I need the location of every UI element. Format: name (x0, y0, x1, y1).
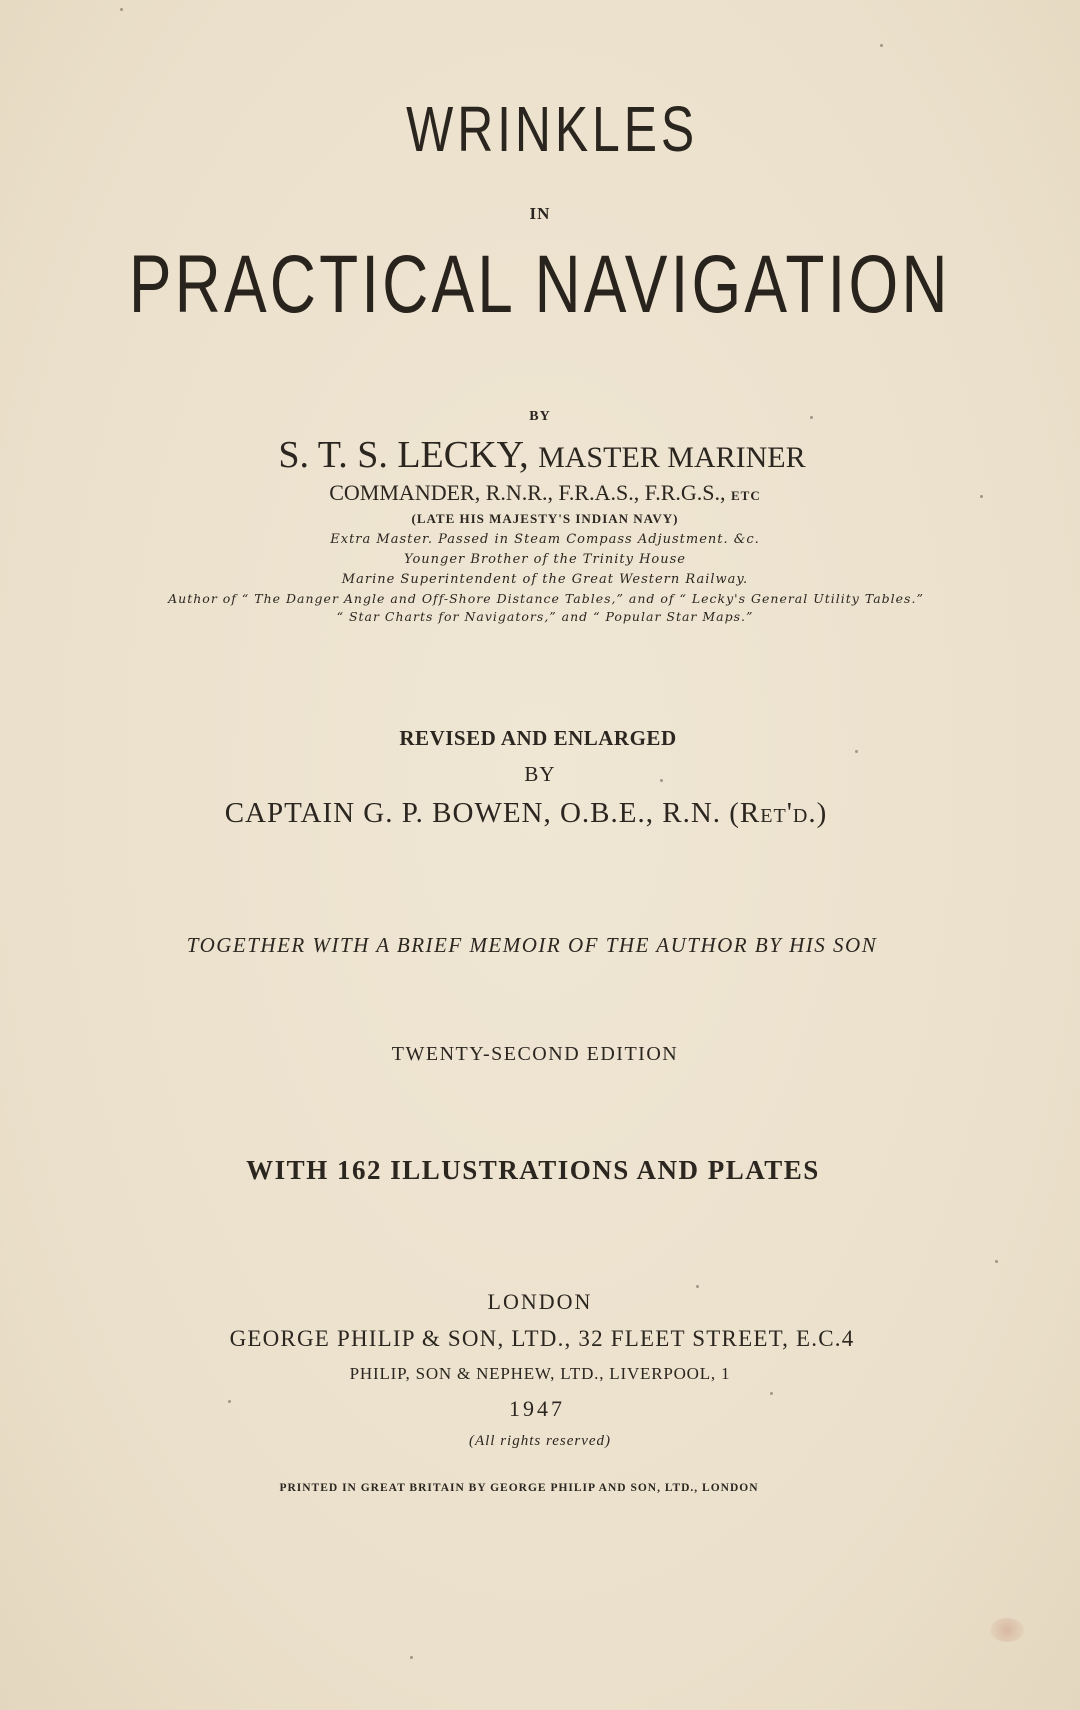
edition-line: TWENTY-SECOND EDITION (391, 1043, 679, 1065)
author-qualifications-line (5, 480, 1080, 506)
paper-speck (980, 495, 983, 498)
memoir-line: TOGETHER WITH A BRIEF MEMOIR OF THE AUTHOR BY HIS SON (186, 933, 878, 957)
author-marine-superintendent: Marine Superintendent of the Great Western Railway. (341, 572, 749, 587)
illustrations-line: WITH 162 ILLUSTRATIONS AND PLATES (246, 1155, 820, 1185)
paper-speck (880, 44, 883, 47)
title-line-2 (0, 238, 1080, 332)
author-younger-brother: Younger Brother of the Trinity House (404, 552, 686, 567)
author-name: S. T. S. LECKY, (278, 434, 529, 476)
paper-speck (810, 416, 813, 419)
title-practical-navigation-text: PRACTICAL NAVIGATION (129, 239, 951, 330)
author-other-works: Author of “ The Danger Angle and Off-Shore Distance Tables,” and of “ Lecky's General Utility Tables.” (168, 591, 924, 606)
author-qualifications: COMMANDER, R.N.R., F.R.A.S., F.R.G.S., (329, 480, 726, 505)
title-wrinkles-text: WRINKLES (406, 93, 698, 165)
author-line (2, 433, 1080, 477)
paper-speck (995, 1260, 998, 1263)
co-publisher-name: PHILIP, SON & NEPHEW, LTD., LIVERPOOL, 1 (349, 1364, 731, 1383)
author-star-charts: “ Star Charts for Navigators,” and “ Popular Star Maps.” (336, 609, 754, 624)
publication-year: 1947 (509, 1396, 565, 1421)
author-extra-master: Extra Master. Passed in Steam Compass Adjustment. &c. (330, 532, 760, 547)
reviser-line (0, 797, 1066, 830)
paper-speck (770, 1392, 773, 1395)
title-connector-in: IN (529, 204, 551, 223)
paper-speck (228, 1400, 231, 1403)
title-line-1 (12, 92, 1080, 167)
publisher-name: GEORGE PHILIP & SON, LTD., 32 FLEET STREET, E.C.4 (229, 1326, 855, 1351)
reviser-suffix: (Ret'd.) (729, 797, 828, 829)
reviser-by-label: BY (524, 762, 556, 786)
paper-speck (696, 1285, 699, 1288)
author-title: MASTER MARINER (538, 441, 806, 474)
paper-speck (410, 1656, 413, 1659)
reviser-name: CAPTAIN G. P. BOWEN, O.B.E., R.N. (224, 797, 722, 829)
author-qualifications-etc: ETC (731, 488, 761, 503)
paper-stain (990, 1618, 1024, 1642)
paper-speck (660, 779, 663, 782)
paper-speck (120, 8, 123, 11)
printer-notice: PRINTED IN GREAT BRITAIN BY GEORGE PHILIP AND SON, LTD., LONDON (279, 1482, 759, 1494)
author-late-navy: (LATE HIS MAJESTY'S INDIAN NAVY) (411, 511, 679, 526)
publisher-city: LONDON (487, 1289, 593, 1314)
revised-label: REVISED AND ENLARGED (399, 726, 677, 750)
author-by-label: BY (529, 409, 551, 424)
paper-speck (855, 750, 858, 753)
rights-notice: (All rights reserved) (468, 1433, 612, 1449)
